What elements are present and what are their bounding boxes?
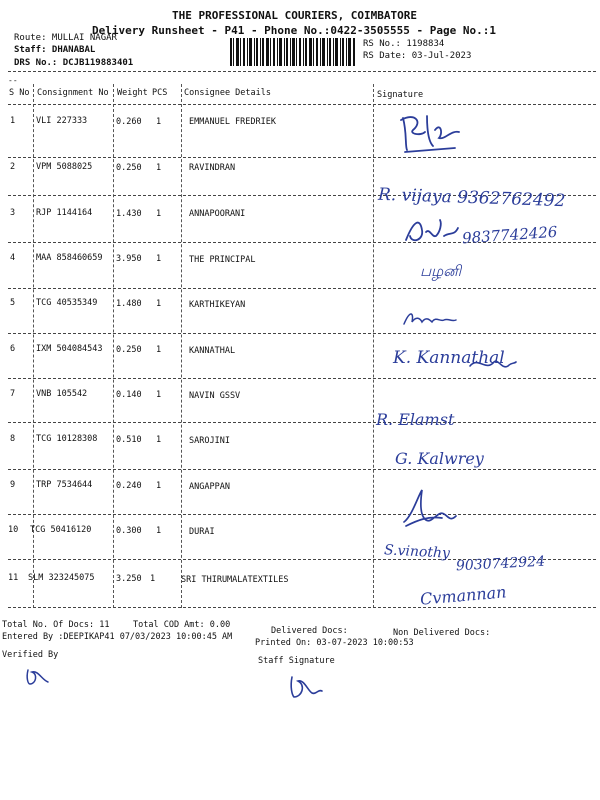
row-sno: 11 [8,573,19,583]
staff-signature-mark [282,673,324,701]
row-weight: 1.480 [116,299,142,309]
handwritten-note-row-7: R. Elamst [376,410,455,429]
row-sno: 5 [10,298,16,308]
row-sno: 4 [10,253,16,263]
signature-row-6-tail [468,352,518,376]
row-sno: 9 [10,480,16,490]
row-weight: 0.260 [116,117,142,127]
staff-label: Staff: DHANABAL [14,45,96,55]
col-weight: Weight [117,88,148,98]
row-pcs: 1 [156,526,162,536]
row-weight: 0.510 [116,435,142,445]
row-weight: 3.250 [116,574,142,584]
row-weight: 0.300 [116,526,142,536]
col-divider [373,84,374,608]
row-consignment: VNB 105542 [36,389,88,399]
row-consignment: IXM 504084543 [36,344,103,354]
row-consignee: NAVIN GSSV [189,391,241,401]
staff-signature-label: Staff Signature [258,656,335,666]
top-rule [8,71,596,72]
row-weight: 0.240 [116,481,142,491]
row-consignment: SLM 323245075 [28,573,95,583]
row-pcs: 1 [156,345,162,355]
row-consignee: RAVINDRAN [189,163,236,173]
row-sno: 6 [10,344,16,354]
handwritten-note-row-3a: R. vijaya 9362762492 [377,184,566,212]
col-divider [181,84,182,608]
row-consignee: ANNAPOORANI [189,209,246,219]
row-consignee: KARTHIKEYAN [189,300,246,310]
row-sno: 7 [10,389,16,399]
row-consignee: THE PRINCIPAL [189,255,256,265]
handwritten-note-row-3b: 9837742426 [461,222,558,248]
col-consignee: Consignee Details [184,88,271,98]
verified-by-label: Verified By [2,650,59,660]
signature-row-1 [395,108,465,156]
row-weight: 3.950 [116,254,142,264]
signature-row-3 [400,210,470,250]
non-delivered-docs: Non Delivered Docs: [393,628,491,638]
row-consignment: TCG 10128308 [36,434,98,444]
row-pcs: 1 [156,390,162,400]
row-consignee: ANGAPPAN [189,482,230,492]
row-consignment: VPM 5088025 [36,162,93,172]
row-consignee: SAROJINI [189,436,230,446]
row-rule [8,157,596,158]
row-pcs: 1 [156,481,162,491]
row-rule [8,514,596,515]
row-pcs: 1 [156,209,162,219]
company-title: THE PROFESSIONAL COURIERS, COIMBATORE [172,9,418,22]
row-sno: 2 [10,162,16,172]
printed-on: Printed On: 03-07-2023 10:00:53 [255,638,414,648]
row-rule [8,422,596,423]
barcode-graphic [230,38,356,66]
handwritten-note-row-11: Cvmannan [419,582,508,609]
row-weight: 0.140 [116,390,142,400]
rs-number: RS No.: 1198834 [363,39,445,49]
rs-date: RS Date: 03-Jul-2023 [363,51,472,61]
header-rule [8,104,596,105]
col-sno: S No [9,88,30,98]
handwritten-note-row-10a: S.vinothy [383,542,451,562]
row-rule [8,288,596,289]
row-consignment: RJP 1144164 [36,208,93,218]
row-sno: 3 [10,208,16,218]
col-pcs: PCS [152,88,168,98]
handwritten-note-row-4: பழனி [420,262,462,280]
row-rule [8,378,596,379]
total-cod: Total COD Amt: 0.00 [133,620,231,630]
col-signature: Signature [377,90,424,100]
route-label: Route: MULLAI NAGAR [14,33,117,43]
row-rule [8,469,596,470]
row-weight: 0.250 [116,163,142,173]
drs-number: DRS No.: DCJB119883401 [14,58,134,68]
signature-row-9 [398,486,468,530]
col-divider [113,84,114,608]
entered-by: Entered By :DEEPIKAP41 07/03/2023 10:00:45 AM [2,632,233,642]
row-consignment: VLI 227333 [36,116,88,126]
verified-by-signature [22,666,52,688]
handwritten-note-row-6: K. Kannathal [393,348,505,368]
row-consignment: TCG 50416120 [30,525,92,535]
col-consignment: Consignment No [37,88,109,98]
row-consignee: EMMANUEL FREDRIEK [189,117,276,127]
row-pcs: 1 [150,574,156,584]
handwritten-note-row-10b: 9030742924 [455,553,546,575]
row-consignee: SRI THIRUMALATEXTILES [181,575,289,585]
total-docs: Total No. Of Docs: 11 [2,620,110,630]
row-pcs: 1 [156,299,162,309]
signature-row-5 [400,306,460,332]
row-rule [8,607,596,608]
handwritten-note-row-8: G. Kalwrey [395,449,484,468]
delivered-docs: Delivered Docs: [271,626,348,636]
row-consignment: TCG 40535349 [36,298,98,308]
row-sno: 10 [8,525,19,535]
row-consignee: KANNATHAL [189,346,236,356]
row-pcs: 1 [156,163,162,173]
dash-mark: -- [8,76,18,85]
row-rule [8,333,596,334]
row-pcs: 1 [156,254,162,264]
row-pcs: 1 [156,435,162,445]
row-consignment: MAA 858460659 [36,253,103,263]
row-pcs: 1 [156,117,162,127]
row-sno: 8 [10,434,16,444]
row-consignment: TRP 7534644 [36,480,93,490]
row-sno: 1 [10,116,16,126]
row-weight: 1.430 [116,209,142,219]
row-weight: 0.250 [116,345,142,355]
runsheet-subtitle: Delivery Runsheet - P41 - Phone No.:0422-3505555 - Page No.:1 [92,24,496,37]
row-consignee: DURAI [189,527,215,537]
